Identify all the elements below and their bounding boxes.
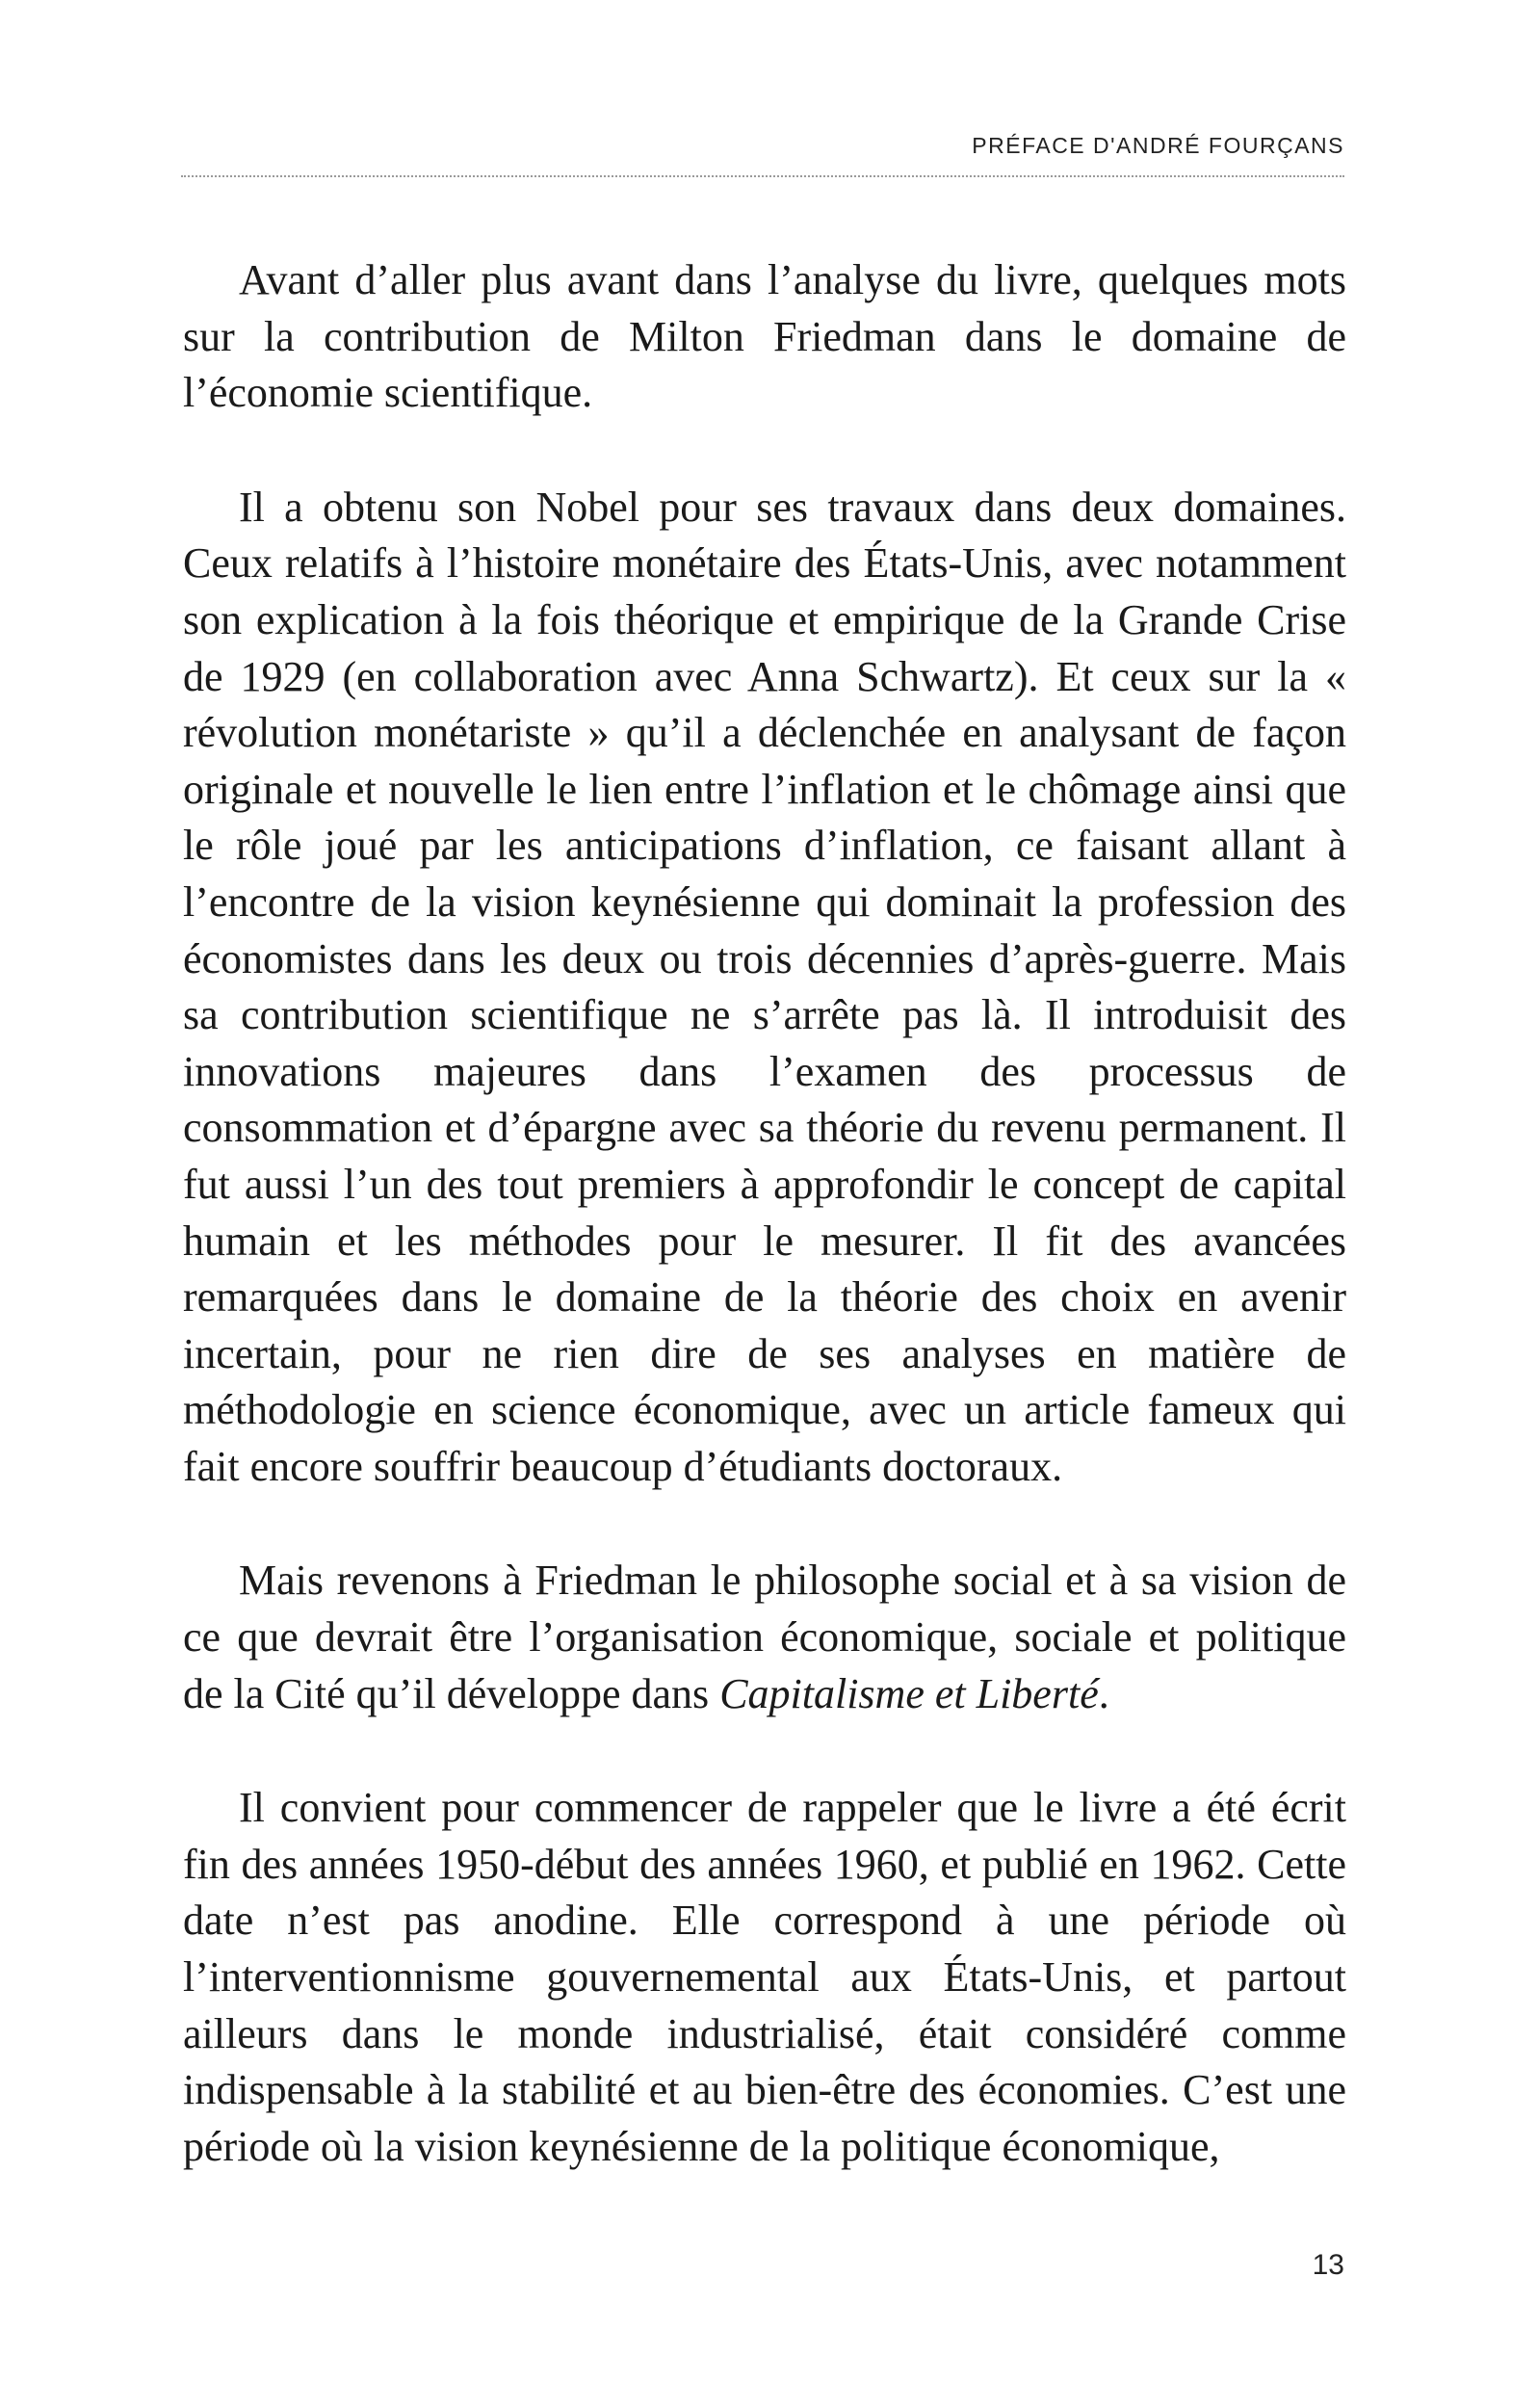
running-header: PRÉFACE D'ANDRÉ FOURÇANS [972, 133, 1344, 158]
paragraph-2: Il a obtenu son Nobel pour ses travaux dans deux domaines. Ceux relatifs à l’histoire monétaire des États-Unis, avec notamment son explication à la fois théorique et empirique de la Grande Crise de 1929 (en collaboration avec Anna Schwartz). Et ceux sur la « révolution monétariste » qu’il a déclenchée en analysant de façon originale et nouvelle le lien entre l’inflation et le chômage ainsi que le rôle joué par les anticipations d’inflation, ce faisant allant à l’encontre de la vision keynésienne qui dominait la profession des économistes dans les deux ou trois décennies d’après-guerre. Mais sa contribution scientifique ne s’arrête pas là. Il introduisit des innovations majeures dans l’examen des processus de consommation et d’épargne avec sa théorie du revenu permanent. Il fut aussi l’un des tout premiers à approfondir le concept de capital humain et les méthodes pour le mesurer. Il fit des avancées remarquées dans le domaine de la théorie des choix en avenir incertain, pour ne rien dire de ses analyses en matière de méthodologie en science économique, avec un article fameux qui fait encore souffrir beaucoup d’étudiants doctoraux. [183, 483, 1346, 1490]
body-text [183, 252, 1346, 2175]
book-title: Capitalisme et Liberté [719, 1669, 1099, 1717]
paragraph-3-end: . [1098, 1669, 1109, 1717]
page-number: 13 [1312, 2249, 1344, 2281]
paragraph-3-text: Mais revenons à Friedman le philosophe social et à sa vision de ce que devrait être l’organisation économique, sociale et politique de la Cité qu’il développe dans [183, 1557, 1346, 1717]
paragraph-4: Il convient pour commencer de rappeler que le livre a été écrit fin des années 1950-début des années 1960, et publié en 1962. Cette date n’est pas anodine. Elle correspond à une période où l’interventionnisme gouvernemental aux États-Unis, et partout ailleurs dans le monde industrialisé, était considéré comme indispensable à la stabilité et au bien-être des économies. C’est une période où la vision keynésienne de la politique économique, [183, 1784, 1346, 2170]
paragraph-1: Avant d’aller plus avant dans l’analyse du livre, quelques mots sur la contribution de Milton Friedman dans le domaine de l’économie scientifique. [183, 256, 1346, 417]
paragraph-3 [183, 1553, 1346, 1722]
header-dotted-rule [181, 175, 1344, 177]
